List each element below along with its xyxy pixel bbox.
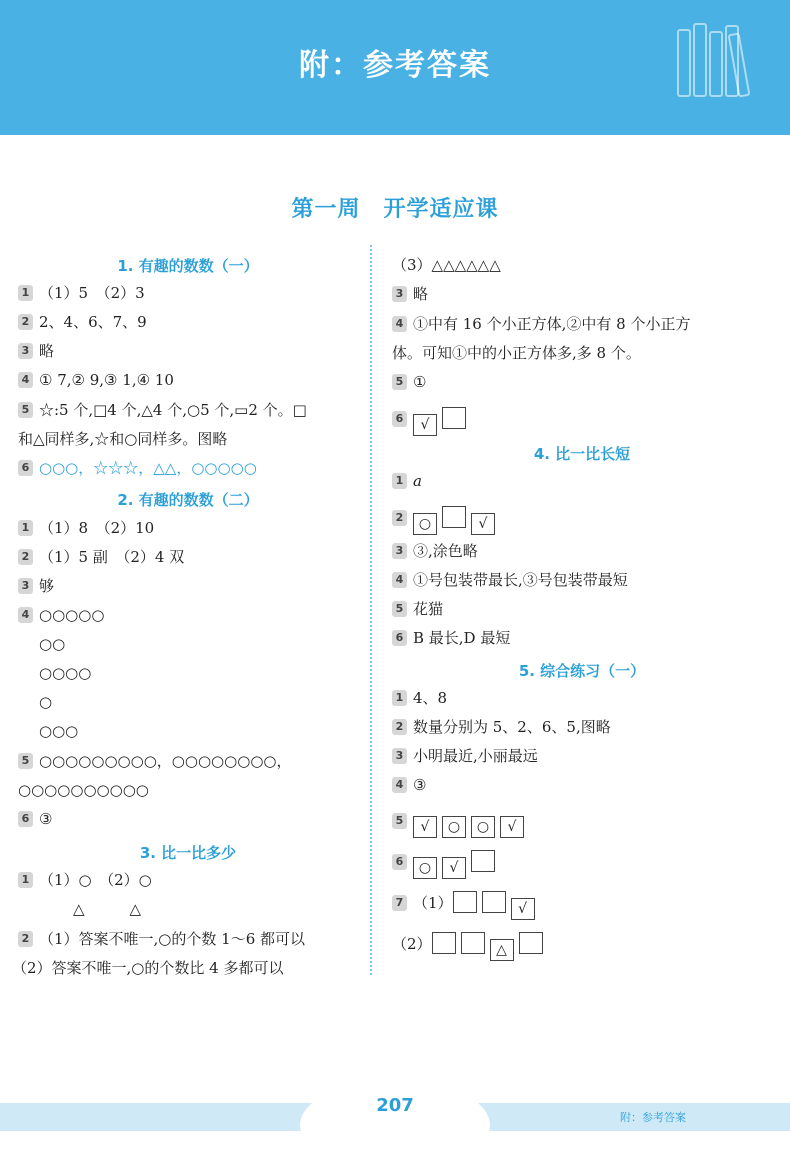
answer-box: √ (413, 414, 437, 436)
answer-line: ○○ (39, 635, 66, 653)
answer-box (442, 506, 466, 528)
answer-line: 6 B 最长,D 最短 (392, 628, 510, 648)
section-title: 3. 比一比多少 (139, 844, 237, 862)
book-icon (674, 22, 754, 100)
answer-box: √ (500, 816, 524, 838)
answer-line: ○○○ (39, 722, 79, 740)
answer-line: ○○○○ (39, 664, 92, 682)
answer-line: 1 a (392, 471, 422, 491)
section-title: 4. 比一比长短 (533, 445, 631, 463)
answer-line: 5 √ ○ ○ √ (392, 811, 529, 838)
answer-line: 1 （1）8 （2）10 (18, 518, 154, 538)
answer-line: △ △ (73, 900, 142, 918)
answer-line: （2） △ (392, 932, 548, 961)
answer-box (519, 932, 543, 954)
answer-line: 3 略 (18, 341, 54, 361)
answer-line: 2 （1）5 副 （2）4 双 (18, 547, 184, 567)
answer-line: ○ (39, 693, 53, 711)
column-divider (370, 245, 372, 975)
section-title: 5. 综合练习（一） (518, 662, 646, 680)
answer-box: √ (511, 898, 535, 920)
answer-box (442, 407, 466, 429)
answer-line: 5 ○○○○○○○○○，○○○○○○○○， (18, 751, 292, 771)
header-banner (0, 0, 790, 135)
answer-line: 4 ①中有 16 个小正方体,②中有 8 个小正方 (392, 314, 690, 334)
answer-line: 7 （1） √ (392, 891, 540, 920)
answer-box: ○ (413, 857, 437, 879)
answer-line: 2 （1）答案不唯一,○的个数 1～6 都可以 (18, 929, 305, 949)
answer-box: ○ (442, 816, 466, 838)
answer-line: 4 ① 7,② 9,③ 1,④ 10 (18, 370, 174, 390)
answer-line: 1 （1）○ （2）○ (18, 870, 152, 890)
page-header-title: 附：参考答案 (299, 48, 491, 83)
answer-line: 4 ③ (392, 775, 426, 795)
answer-line: 5 ☆:5 个,□4 个,△4 个,○5 个,▭2 个。□ (18, 400, 307, 420)
answer-line: 5 ① (392, 372, 426, 392)
answer-line: 2 数量分别为 5、2、6、5,图略 (392, 717, 611, 737)
lesson-title: 第一周 开学适应课 (291, 197, 499, 222)
answer-line: 6 ○ √ (392, 850, 500, 879)
page-number: 207 (376, 1095, 414, 1116)
answer-line: （3）△△△△△△ (392, 256, 501, 274)
answer-line: 和△同样多,☆和○同样多。图略 (18, 430, 228, 448)
answer-box: √ (442, 857, 466, 879)
answer-line: 体。可知①中的小正方体多,多 8 个。 (392, 344, 641, 362)
answer-line: 3 略 (392, 284, 428, 304)
footer-label: 附：参考答案 (620, 1111, 686, 1124)
answer-box (482, 891, 506, 913)
answer-line: 6 √ (392, 407, 471, 436)
answer-line: 4 ○○○○○ (18, 605, 104, 625)
answer-box: ○ (413, 513, 437, 535)
answer-line: 3 ③,涂色略 (392, 541, 478, 561)
answer-line: 6 ○○○，☆☆☆，△△，○○○○○ (18, 458, 257, 478)
answer-line: （2）答案不唯一,○的个数比 4 多都可以 (12, 959, 284, 977)
answer-box: √ (471, 513, 495, 535)
answer-line: 2 2、4、6、7、9 (18, 312, 147, 332)
answer-line: 1 4、8 (392, 688, 447, 708)
section-title: 2. 有趣的数数（二） (117, 491, 259, 509)
answer-box: ○ (471, 816, 495, 838)
answer-line: ○○○○○○○○○○ (18, 781, 149, 799)
answer-box: △ (490, 939, 514, 961)
answer-line: 4 ①号包装带最长,③号包装带最短 (392, 570, 628, 590)
answer-line: 3 够 (18, 576, 54, 596)
answer-box (471, 850, 495, 872)
footer-arc (300, 1080, 490, 1170)
answer-line: 3 小明最近,小丽最远 (392, 746, 538, 766)
section-title: 1. 有趣的数数（一） (117, 257, 259, 275)
answer-box: √ (413, 816, 437, 838)
answer-line: 5 花猫 (392, 599, 443, 619)
answer-box (461, 932, 485, 954)
answer-box (432, 932, 456, 954)
answer-box (453, 891, 477, 913)
answer-line: 6 ③ (18, 809, 52, 829)
answer-line: 2 ○ √ (392, 506, 500, 535)
answer-line: 1 （1）5 （2）3 (18, 283, 145, 303)
